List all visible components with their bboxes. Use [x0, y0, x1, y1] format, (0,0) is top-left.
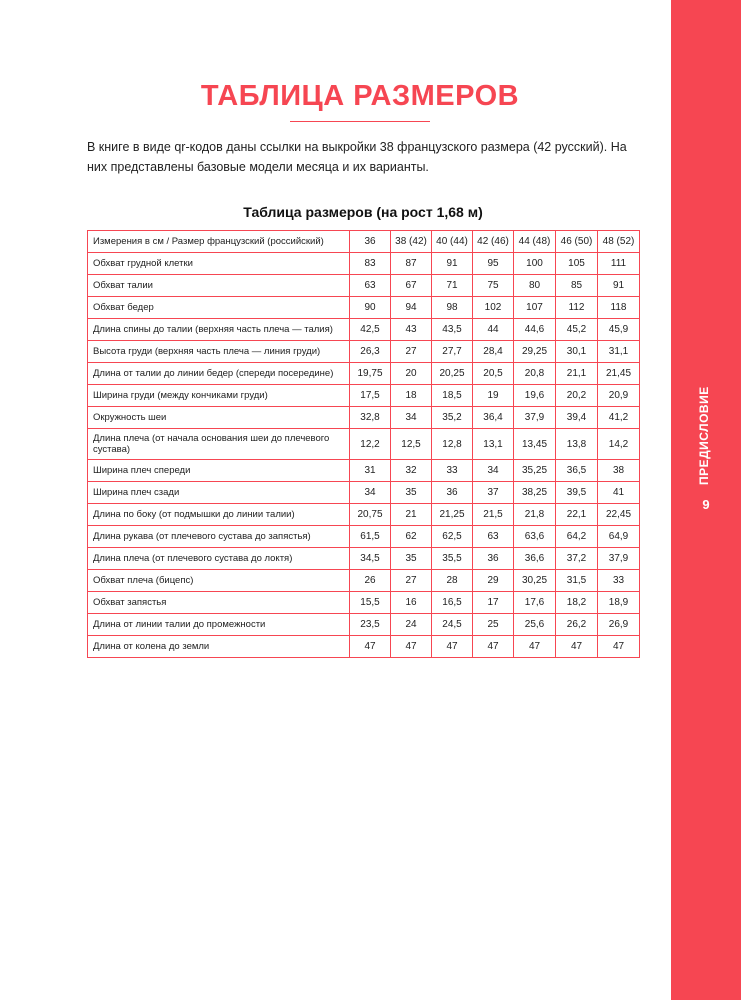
size-table-body [88, 231, 640, 658]
measurement-value: 47 [350, 636, 391, 658]
measurement-value: 47 [598, 636, 640, 658]
measurement-value: 91 [598, 275, 640, 297]
measurement-value: 28,4 [473, 341, 514, 363]
measurement-value: 20,2 [556, 385, 598, 407]
measurement-value: 20,8 [514, 363, 556, 385]
measurement-value: 26,3 [350, 341, 391, 363]
measurement-value: 118 [598, 297, 640, 319]
measurement-value: 37 [473, 482, 514, 504]
table-row [88, 592, 640, 614]
measurement-value: 25 [473, 614, 514, 636]
measurement-value: 64,9 [598, 526, 640, 548]
measurement-value: 24 [391, 614, 432, 636]
table-row [88, 275, 640, 297]
measurement-value: 43,5 [432, 319, 473, 341]
section-label: ПРЕДИСЛОВИЕ [697, 386, 711, 485]
table-row [88, 460, 640, 482]
measurement-value: 64,2 [556, 526, 598, 548]
measurement-value: 41,2 [598, 407, 640, 429]
table-row [88, 636, 640, 658]
measurement-value: 24,5 [432, 614, 473, 636]
measurement-label: Длина от колена до земли [88, 636, 350, 658]
measurement-value: 63 [473, 526, 514, 548]
measurement-value: 36,6 [514, 548, 556, 570]
measurement-value: 75 [473, 275, 514, 297]
measurement-value: 27,7 [432, 341, 473, 363]
size-header-cell: 36 [350, 231, 391, 253]
page-title: ТАБЛИЦА РАЗМЕРОВ [200, 80, 520, 112]
measurement-label: Окружность шеи [88, 407, 350, 429]
measurement-value: 34 [391, 407, 432, 429]
measurement-label: Длина рукава (от плечевого сустава до запястья) [88, 526, 350, 548]
table-row [88, 297, 640, 319]
size-header-cell: 46 (50) [556, 231, 598, 253]
measurement-value: 22,1 [556, 504, 598, 526]
measurement-value: 25,6 [514, 614, 556, 636]
measurement-value: 36 [432, 482, 473, 504]
size-header-cell: 48 (52) [598, 231, 640, 253]
measurement-label: Длина по боку (от подмышки до линии талии) [88, 504, 350, 526]
table-row [88, 548, 640, 570]
measurement-value: 26,9 [598, 614, 640, 636]
measurement-value: 21,1 [556, 363, 598, 385]
measurement-value: 105 [556, 253, 598, 275]
measurement-label: Обхват бедер [88, 297, 350, 319]
measurement-value: 30,1 [556, 341, 598, 363]
measurement-value: 20,25 [432, 363, 473, 385]
table-row [88, 429, 640, 460]
measurement-value: 94 [391, 297, 432, 319]
table-row [88, 341, 640, 363]
measurement-value: 83 [350, 253, 391, 275]
table-row [88, 526, 640, 548]
measurement-value: 17 [473, 592, 514, 614]
measurement-label: Длина от линии талии до промежности [88, 614, 350, 636]
measurement-value: 18 [391, 385, 432, 407]
measurement-value: 107 [514, 297, 556, 319]
measurement-value: 27 [391, 341, 432, 363]
measurement-value: 44 [473, 319, 514, 341]
measurement-label: Обхват грудной клетки [88, 253, 350, 275]
measurement-value: 33 [432, 460, 473, 482]
table-row [88, 319, 640, 341]
measurement-value: 29 [473, 570, 514, 592]
measurement-value: 112 [556, 297, 598, 319]
table-row [88, 253, 640, 275]
measurement-value: 16 [391, 592, 432, 614]
measurement-value: 12,5 [391, 429, 432, 460]
measurement-value: 37,9 [514, 407, 556, 429]
measurement-value: 36 [473, 548, 514, 570]
measurement-value: 44,6 [514, 319, 556, 341]
measurement-value: 98 [432, 297, 473, 319]
header-label-cell: Измерения в см / Размер французский (российский) [88, 231, 350, 253]
size-header-cell: 42 (46) [473, 231, 514, 253]
table-title: Таблица размеров (на рост 1,68 м) [243, 204, 483, 220]
measurement-value: 34,5 [350, 548, 391, 570]
measurement-value: 21 [391, 504, 432, 526]
measurement-value: 34 [473, 460, 514, 482]
measurement-value: 111 [598, 253, 640, 275]
table-row [88, 407, 640, 429]
measurement-label: Длина плеча (от начала основания шеи до плечевого сустава) [88, 429, 350, 460]
measurement-value: 39,4 [556, 407, 598, 429]
measurement-value: 26 [350, 570, 391, 592]
measurement-value: 102 [473, 297, 514, 319]
measurement-label: Ширина плеч сзади [88, 482, 350, 504]
measurement-label: Длина плеча (от плечевого сустава до локтя) [88, 548, 350, 570]
table-row [88, 482, 640, 504]
measurement-value: 28 [432, 570, 473, 592]
table-row [88, 504, 640, 526]
measurement-value: 67 [391, 275, 432, 297]
measurement-label: Длина спины до талии (верхняя часть плеча — талия) [88, 319, 350, 341]
measurement-value: 33 [598, 570, 640, 592]
measurement-value: 30,25 [514, 570, 556, 592]
measurement-value: 35,5 [432, 548, 473, 570]
measurement-value: 16,5 [432, 592, 473, 614]
measurement-label: Высота груди (верхняя часть плеча — линия груди) [88, 341, 350, 363]
measurement-value: 36,4 [473, 407, 514, 429]
measurement-value: 14,2 [598, 429, 640, 460]
table-row [88, 570, 640, 592]
measurement-value: 45,9 [598, 319, 640, 341]
measurement-value: 63,6 [514, 526, 556, 548]
measurement-value: 61,5 [350, 526, 391, 548]
measurement-value: 35,25 [514, 460, 556, 482]
measurement-value: 32 [391, 460, 432, 482]
measurement-value: 20,75 [350, 504, 391, 526]
measurement-label: Ширина груди (между кончиками груди) [88, 385, 350, 407]
measurement-value: 13,45 [514, 429, 556, 460]
measurement-value: 18,2 [556, 592, 598, 614]
measurement-value: 17,6 [514, 592, 556, 614]
measurement-value: 47 [556, 636, 598, 658]
measurement-value: 21,8 [514, 504, 556, 526]
size-header-cell: 38 (42) [391, 231, 432, 253]
measurement-value: 62,5 [432, 526, 473, 548]
measurement-value: 41 [598, 482, 640, 504]
measurement-value: 47 [432, 636, 473, 658]
measurement-value: 90 [350, 297, 391, 319]
measurement-value: 19 [473, 385, 514, 407]
measurement-value: 19,75 [350, 363, 391, 385]
size-header-cell: 44 (48) [514, 231, 556, 253]
measurement-value: 34 [350, 482, 391, 504]
measurement-value: 35 [391, 548, 432, 570]
measurement-label: Ширина плеч спереди [88, 460, 350, 482]
measurement-value: 20,9 [598, 385, 640, 407]
measurement-value: 80 [514, 275, 556, 297]
measurement-value: 27 [391, 570, 432, 592]
measurement-value: 29,25 [514, 341, 556, 363]
measurement-value: 37,9 [598, 548, 640, 570]
intro-paragraph: В книге в виде qr-кодов даны ссылки на выкройки 38 французского размера (42 русский). На них представлены базовые модели месяца и их варианты. [87, 140, 627, 174]
measurement-value: 37,2 [556, 548, 598, 570]
measurement-value: 95 [473, 253, 514, 275]
page-number: 9 [702, 497, 710, 512]
measurement-value: 42,5 [350, 319, 391, 341]
table-row [88, 363, 640, 385]
measurement-value: 15,5 [350, 592, 391, 614]
table-header-row [88, 231, 640, 253]
measurement-value: 26,2 [556, 614, 598, 636]
measurement-value: 17,5 [350, 385, 391, 407]
measurement-value: 22,45 [598, 504, 640, 526]
measurement-value: 21,45 [598, 363, 640, 385]
measurement-value: 20,5 [473, 363, 514, 385]
measurement-value: 87 [391, 253, 432, 275]
measurement-value: 13,1 [473, 429, 514, 460]
measurement-value: 35 [391, 482, 432, 504]
measurement-value: 63 [350, 275, 391, 297]
measurement-value: 18,5 [432, 385, 473, 407]
measurement-value: 12,2 [350, 429, 391, 460]
measurement-label: Обхват талии [88, 275, 350, 297]
measurement-label: Длина от талии до линии бедер (спереди посередине) [88, 363, 350, 385]
measurement-value: 38 [598, 460, 640, 482]
measurement-value: 45,2 [556, 319, 598, 341]
measurement-value: 85 [556, 275, 598, 297]
measurement-value: 91 [432, 253, 473, 275]
measurement-value: 13,8 [556, 429, 598, 460]
measurement-value: 38,25 [514, 482, 556, 504]
measurement-value: 35,2 [432, 407, 473, 429]
measurement-value: 43 [391, 319, 432, 341]
measurement-value: 18,9 [598, 592, 640, 614]
size-header-cell: 40 (44) [432, 231, 473, 253]
measurement-value: 47 [391, 636, 432, 658]
measurement-value: 31 [350, 460, 391, 482]
measurement-label: Обхват плеча (бицепс) [88, 570, 350, 592]
measurement-value: 23,5 [350, 614, 391, 636]
measurement-value: 31,5 [556, 570, 598, 592]
measurement-value: 32,8 [350, 407, 391, 429]
measurement-value: 31,1 [598, 341, 640, 363]
measurement-value: 100 [514, 253, 556, 275]
measurement-value: 19,6 [514, 385, 556, 407]
title-underline [290, 121, 430, 122]
table-row [88, 614, 640, 636]
measurement-value: 36,5 [556, 460, 598, 482]
table-row [88, 385, 640, 407]
measurement-value: 21,5 [473, 504, 514, 526]
measurement-value: 71 [432, 275, 473, 297]
size-table [87, 230, 640, 658]
measurement-value: 39,5 [556, 482, 598, 504]
measurement-value: 47 [514, 636, 556, 658]
measurement-value: 62 [391, 526, 432, 548]
measurement-value: 20 [391, 363, 432, 385]
measurement-value: 21,25 [432, 504, 473, 526]
measurement-label: Обхват запястья [88, 592, 350, 614]
measurement-value: 12,8 [432, 429, 473, 460]
measurement-value: 47 [473, 636, 514, 658]
